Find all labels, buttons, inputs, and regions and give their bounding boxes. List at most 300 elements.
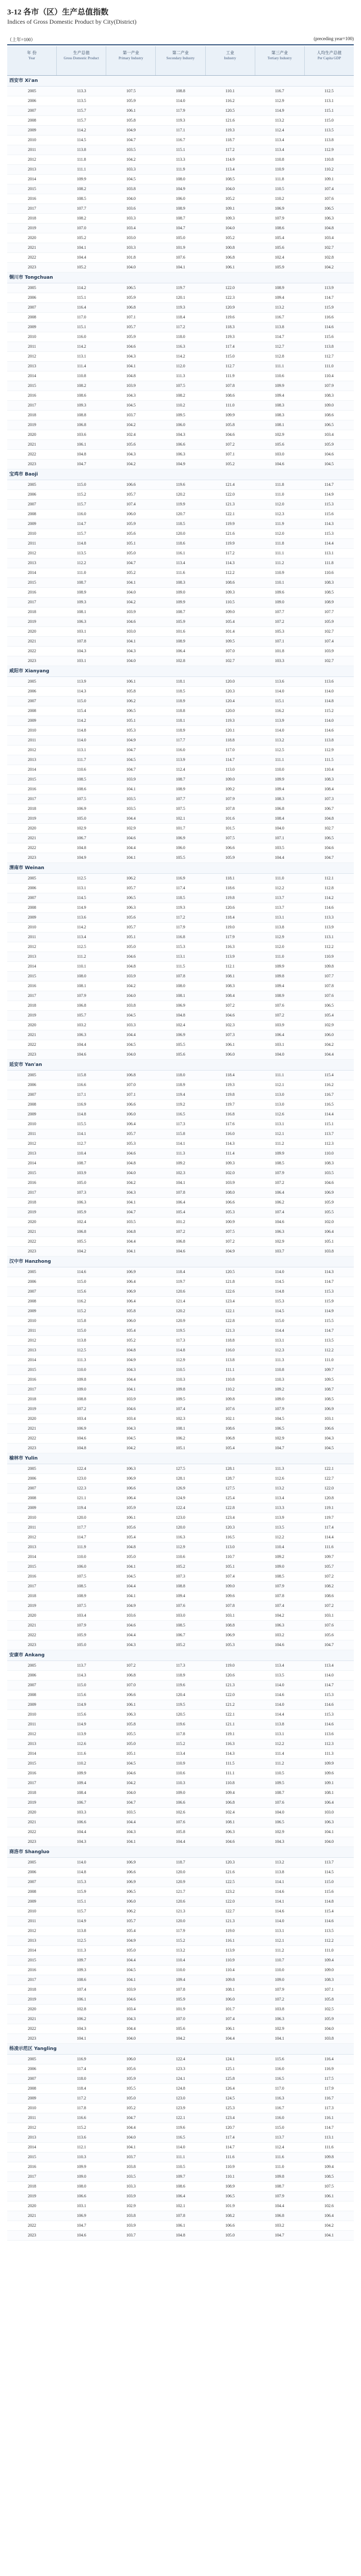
value-cell: 121.3 bbox=[176, 1909, 185, 1913]
value-cell: 105.7 bbox=[126, 1919, 136, 1923]
value-cell: 101.8 bbox=[275, 649, 284, 653]
table-row bbox=[7, 1572, 354, 1582]
value-cell: 103.5 bbox=[275, 845, 284, 850]
value-cell: 118.6 bbox=[225, 886, 235, 890]
value-cell: 104.1 bbox=[126, 1977, 136, 1982]
value-cell: 127.5 bbox=[225, 1486, 235, 1490]
value-cell: 104.6 bbox=[126, 344, 136, 349]
value-cell: 112.9 bbox=[324, 147, 334, 152]
value-cell: 102.1 bbox=[225, 1416, 235, 1421]
year-cell: 2023 bbox=[28, 1052, 36, 1057]
value-cell: 113.9 bbox=[176, 757, 185, 762]
value-cell: 115.7 bbox=[77, 1909, 86, 1913]
value-cell: 114.7 bbox=[324, 482, 334, 487]
value-cell: 111.2 bbox=[275, 1948, 284, 1953]
table-row bbox=[7, 1424, 354, 1434]
value-cell: 104.5 bbox=[126, 177, 136, 181]
table-row bbox=[7, 1011, 354, 1021]
value-cell: 122.4 bbox=[176, 1505, 185, 1510]
table-row bbox=[7, 450, 354, 460]
value-cell: 110.5 bbox=[176, 1367, 185, 1372]
value-cell: 114.1 bbox=[176, 1141, 185, 1146]
value-cell: 110.0 bbox=[176, 1968, 185, 1972]
value-cell: 103.8 bbox=[126, 2213, 136, 2218]
value-cell: 111.4 bbox=[275, 1751, 284, 1756]
value-cell: 114.0 bbox=[275, 1919, 284, 1923]
value-cell: 104.8 bbox=[126, 1161, 136, 1165]
value-cell: 106.5 bbox=[225, 2194, 235, 2198]
value-cell: 119.5 bbox=[176, 1328, 185, 1333]
value-cell: 108.5 bbox=[324, 1397, 334, 1401]
header-cn: 第一产业 bbox=[122, 50, 139, 55]
year-cell: 2014 bbox=[28, 2145, 36, 2149]
value-cell: 101.6 bbox=[176, 629, 185, 634]
value-cell: 108.9 bbox=[275, 285, 284, 290]
value-cell: 106.0 bbox=[126, 1899, 136, 1904]
year-cell: 2006 bbox=[28, 1673, 36, 1677]
value-cell: 122.8 bbox=[225, 1505, 235, 1510]
value-cell: 107.4 bbox=[275, 1603, 284, 1608]
value-cell: 103.0 bbox=[126, 235, 136, 240]
year-cell: 2005 bbox=[28, 2057, 36, 2061]
table-row bbox=[7, 1316, 354, 1326]
value-cell: 112.7 bbox=[77, 1141, 86, 1146]
year-cell: 2021 bbox=[28, 836, 36, 840]
value-cell: 110.2 bbox=[324, 167, 334, 172]
value-cell: 104.3 bbox=[126, 1367, 136, 1372]
value-cell: 115.7 bbox=[77, 118, 86, 123]
value-cell: 114.6 bbox=[324, 1722, 334, 1726]
table-row bbox=[7, 145, 354, 155]
value-cell: 120.2 bbox=[176, 1309, 185, 1313]
year-cell: 2010 bbox=[28, 1318, 36, 1323]
value-cell: 107.9 bbox=[275, 2194, 284, 2198]
value-cell: 112.5 bbox=[77, 944, 86, 949]
value-cell: 117.2 bbox=[77, 2096, 86, 2100]
value-cell: 106.4 bbox=[176, 1200, 185, 1205]
year-cell: 2015 bbox=[28, 1564, 36, 1569]
value-cell: 114.9 bbox=[77, 1702, 86, 1707]
value-cell: 113.1 bbox=[324, 551, 334, 555]
value-cell: 112.9 bbox=[176, 1358, 185, 1362]
value-cell: 114.7 bbox=[275, 334, 284, 339]
value-cell: 108.1 bbox=[324, 1790, 334, 1795]
table-row bbox=[7, 1208, 354, 1217]
value-cell: 111.3 bbox=[176, 374, 185, 378]
value-cell: 105.9 bbox=[324, 442, 334, 447]
section bbox=[7, 1650, 354, 1847]
year-cell: 2013 bbox=[28, 2135, 36, 2140]
value-cell: 111.0 bbox=[275, 2164, 284, 2169]
value-cell: 110.9 bbox=[275, 570, 284, 575]
value-cell: 107.9 bbox=[275, 1987, 284, 1992]
value-cell: 105.7 bbox=[126, 886, 136, 890]
value-cell: 101.9 bbox=[225, 2204, 235, 2208]
year-cell: 2010 bbox=[28, 2106, 36, 2110]
value-cell: 116.4 bbox=[324, 2057, 334, 2061]
year-cell: 2010 bbox=[28, 1122, 36, 1126]
value-cell: 118.6 bbox=[176, 541, 185, 546]
value-cell: 119.3 bbox=[176, 905, 185, 910]
value-cell: 106.5 bbox=[126, 1889, 136, 1894]
value-cell: 120.6 bbox=[225, 1673, 235, 1677]
value-cell: 109.3 bbox=[77, 1968, 86, 1972]
value-cell: 127.5 bbox=[176, 1466, 185, 1471]
value-cell: 113.8 bbox=[225, 1358, 235, 1362]
value-cell: 102.0 bbox=[324, 1219, 334, 1224]
value-cell: 109.5 bbox=[275, 1781, 284, 1785]
value-cell: 110.8 bbox=[77, 374, 86, 378]
value-cell: 104.4 bbox=[225, 2036, 235, 2041]
table-row bbox=[7, 2201, 354, 2211]
value-cell: 113.1 bbox=[176, 954, 185, 959]
table-row bbox=[7, 1907, 354, 1917]
value-cell: 115.6 bbox=[324, 1889, 334, 1894]
value-cell: 114.7 bbox=[324, 1279, 334, 1284]
value-cell: 115.0 bbox=[77, 482, 86, 487]
year-cell: 2009 bbox=[28, 718, 36, 723]
year-cell: 2020 bbox=[28, 235, 36, 240]
year-cell: 2016 bbox=[28, 2164, 36, 2169]
value-cell: 108.7 bbox=[275, 2184, 284, 2189]
table-row bbox=[7, 1631, 354, 1640]
value-cell: 116.1 bbox=[324, 2115, 334, 2120]
value-cell: 104.6 bbox=[126, 619, 136, 624]
value-cell: 120.8 bbox=[324, 1496, 334, 1500]
table-row bbox=[7, 1139, 354, 1149]
value-cell: 121.7 bbox=[176, 1889, 185, 1894]
value-cell: 103.7 bbox=[275, 1249, 284, 1253]
value-cell: 103.1 bbox=[77, 658, 86, 663]
value-cell: 107.4 bbox=[275, 1210, 284, 1214]
value-cell: 112.4 bbox=[176, 767, 185, 772]
table-row bbox=[7, 1798, 354, 1808]
unit-row bbox=[7, 36, 354, 43]
value-cell: 102.0 bbox=[225, 1171, 235, 1175]
value-cell: 117.8 bbox=[77, 2106, 86, 2110]
value-cell: 111.1 bbox=[225, 1367, 235, 1372]
value-cell: 106.5 bbox=[275, 1820, 284, 1824]
value-cell: 106.2 bbox=[126, 1909, 136, 1913]
value-cell: 114.8 bbox=[324, 1899, 334, 1904]
value-cell: 106.9 bbox=[225, 1633, 235, 1637]
year-cell: 2019 bbox=[28, 1210, 36, 1214]
value-cell: 106.8 bbox=[225, 1436, 235, 1440]
year-cell: 2021 bbox=[28, 245, 36, 250]
value-cell: 113.4 bbox=[275, 138, 284, 142]
value-cell: 106.9 bbox=[77, 806, 86, 811]
value-cell: 113.4 bbox=[176, 1751, 185, 1756]
value-cell: 113.0 bbox=[225, 767, 235, 772]
header-cell-3 bbox=[156, 46, 205, 75]
value-cell: 112.9 bbox=[176, 1545, 185, 1549]
value-cell: 114.2 bbox=[77, 718, 86, 723]
value-cell: 105.1 bbox=[324, 1239, 334, 1244]
value-cell: 115.4 bbox=[324, 1073, 334, 1077]
value-cell: 104.7 bbox=[126, 561, 136, 565]
year-cell: 2018 bbox=[28, 1987, 36, 1992]
value-cell: 103.8 bbox=[324, 1249, 334, 1253]
value-cell: 108.2 bbox=[77, 383, 86, 388]
value-cell: 112.0 bbox=[176, 364, 185, 368]
table-row bbox=[7, 96, 354, 106]
table-row bbox=[7, 1040, 354, 1050]
value-cell: 104.4 bbox=[126, 1584, 136, 1588]
header-cell-2 bbox=[106, 46, 156, 75]
value-cell: 105.4 bbox=[275, 235, 284, 240]
table-row bbox=[7, 2094, 354, 2104]
value-cell: 104.6 bbox=[324, 452, 334, 456]
value-cell: 106.1 bbox=[225, 1042, 235, 1047]
value-cell: 114.2 bbox=[324, 895, 334, 900]
value-cell: 119.6 bbox=[176, 2125, 185, 2130]
value-cell: 109.6 bbox=[225, 1594, 235, 1598]
value-cell: 103.5 bbox=[126, 147, 136, 152]
value-cell: 107.2 bbox=[324, 1603, 334, 1608]
value-cell: 111.1 bbox=[176, 2155, 185, 2159]
value-cell: 111.5 bbox=[324, 757, 334, 762]
table-row bbox=[7, 1720, 354, 1730]
value-cell: 118.9 bbox=[176, 1673, 185, 1677]
value-cell: 107.9 bbox=[275, 1171, 284, 1175]
value-cell: 109.2 bbox=[275, 1554, 284, 1559]
value-cell: 106.2 bbox=[77, 2016, 86, 2021]
table-row bbox=[7, 135, 354, 145]
value-cell: 107.2 bbox=[275, 1180, 284, 1185]
value-cell: 108.8 bbox=[176, 89, 185, 93]
value-cell: 104.0 bbox=[126, 265, 136, 269]
year-cell: 2006 bbox=[28, 295, 36, 300]
value-cell: 104.4 bbox=[126, 1239, 136, 1244]
year-cell: 2017 bbox=[28, 1781, 36, 1785]
value-cell: 103.3 bbox=[77, 1810, 86, 1815]
value-cell: 107.8 bbox=[176, 1987, 185, 1992]
value-cell: 116.1 bbox=[225, 1938, 235, 1943]
value-cell: 120.9 bbox=[176, 1318, 185, 1323]
value-cell: 109.4 bbox=[77, 1781, 86, 1785]
value-cell: 112.1 bbox=[275, 1938, 284, 1943]
value-cell: 109.4 bbox=[275, 984, 284, 988]
table-row bbox=[7, 2153, 354, 2162]
value-cell: 105.9 bbox=[176, 1997, 185, 2002]
value-cell: 104.3 bbox=[126, 393, 136, 398]
value-cell: 104.0 bbox=[126, 2036, 136, 2041]
value-cell: 114.0 bbox=[324, 718, 334, 723]
value-cell: 112.6 bbox=[275, 1476, 284, 1481]
value-cell: 114.4 bbox=[324, 1112, 334, 1116]
value-cell: 114.5 bbox=[275, 1279, 284, 1284]
year-cell: 2008 bbox=[28, 1692, 36, 1697]
year-cell: 2017 bbox=[28, 206, 36, 211]
value-cell: 107.8 bbox=[176, 974, 185, 978]
value-cell: 104.3 bbox=[176, 432, 185, 437]
value-cell: 116.7 bbox=[176, 138, 185, 142]
value-cell: 106.1 bbox=[126, 679, 136, 684]
table-row bbox=[7, 2231, 354, 2241]
value-cell: 113.2 bbox=[275, 738, 284, 742]
value-cell: 106.8 bbox=[225, 255, 235, 260]
value-cell: 114.8 bbox=[77, 541, 86, 546]
value-cell: 106.1 bbox=[126, 108, 136, 113]
value-cell: 110.7 bbox=[225, 1554, 235, 1559]
year-cell: 2018 bbox=[28, 1594, 36, 1598]
value-cell: 109.4 bbox=[176, 1977, 185, 1982]
value-cell: 104.5 bbox=[275, 1416, 284, 1421]
value-cell: 109.8 bbox=[225, 1397, 235, 1401]
value-cell: 116.2 bbox=[77, 1299, 86, 1303]
header-cn: 第二产业 bbox=[172, 50, 189, 55]
year-cell: 2016 bbox=[28, 1771, 36, 1775]
value-cell: 105.0 bbox=[225, 2233, 235, 2238]
value-cell: 104.2 bbox=[324, 2223, 334, 2228]
value-cell: 108.9 bbox=[77, 1594, 86, 1598]
value-cell: 109.5 bbox=[176, 413, 185, 417]
value-cell: 104.5 bbox=[126, 1574, 136, 1579]
value-cell: 108.9 bbox=[225, 2184, 235, 2189]
value-cell: 106.9 bbox=[176, 1003, 185, 1008]
value-cell: 105.8 bbox=[126, 689, 136, 693]
value-cell: 104.1 bbox=[126, 1200, 136, 1205]
year-cell: 2017 bbox=[28, 993, 36, 998]
value-cell: 111.3 bbox=[77, 1948, 86, 1953]
year-cell: 2020 bbox=[28, 1023, 36, 1027]
value-cell: 103.9 bbox=[275, 1023, 284, 1027]
value-cell: 117.4 bbox=[225, 344, 235, 349]
value-cell: 121.6 bbox=[225, 531, 235, 536]
value-cell: 105.1 bbox=[225, 1564, 235, 1569]
table-row bbox=[7, 1336, 354, 1346]
table-row bbox=[7, 1877, 354, 1887]
year-cell: 2014 bbox=[28, 1948, 36, 1953]
value-cell: 105.8 bbox=[126, 1309, 136, 1313]
table-row bbox=[7, 313, 354, 323]
value-cell: 104.0 bbox=[126, 2135, 136, 2140]
value-cell: 104.6 bbox=[324, 1180, 334, 1185]
value-cell: 119.4 bbox=[77, 1505, 86, 1510]
year-cell: 2011 bbox=[28, 738, 36, 742]
header-en: Per Capita GDP bbox=[317, 56, 341, 60]
table-row bbox=[7, 1159, 354, 1168]
value-cell: 118.9 bbox=[176, 699, 185, 703]
value-cell: 104.1 bbox=[275, 2036, 284, 2041]
table-row bbox=[7, 381, 354, 391]
value-cell: 111.5 bbox=[225, 1761, 235, 1766]
value-cell: 104.5 bbox=[126, 1761, 136, 1766]
value-cell: 117.9 bbox=[176, 1928, 185, 1933]
value-cell: 106.1 bbox=[126, 1515, 136, 1520]
value-cell: 103.1 bbox=[225, 1613, 235, 1618]
value-cell: 106.7 bbox=[77, 1800, 86, 1805]
value-cell: 111.0 bbox=[275, 492, 284, 497]
value-cell: 114.7 bbox=[225, 2145, 235, 2149]
header-en: Secondary Industry bbox=[166, 56, 195, 60]
value-cell: 104.3 bbox=[275, 1839, 284, 1844]
value-cell: 104.6 bbox=[225, 432, 235, 437]
value-cell: 106.6 bbox=[324, 1426, 334, 1431]
value-cell: 114.5 bbox=[324, 1870, 334, 1874]
value-cell: 120.7 bbox=[176, 512, 185, 516]
value-cell: 122.8 bbox=[225, 1318, 235, 1323]
value-cell: 113.1 bbox=[324, 98, 334, 103]
value-cell: 108.3 bbox=[275, 403, 284, 408]
value-cell: 115.6 bbox=[324, 512, 334, 516]
value-cell: 110.9 bbox=[275, 167, 284, 172]
value-cell: 104.0 bbox=[126, 1790, 136, 1795]
value-cell: 105.4 bbox=[126, 1928, 136, 1933]
year-cell: 2020 bbox=[28, 826, 36, 831]
value-cell: 119.3 bbox=[225, 334, 235, 339]
table-row bbox=[7, 263, 354, 273]
value-cell: 113.8 bbox=[275, 1870, 284, 1874]
value-cell: 105.9 bbox=[176, 619, 185, 624]
value-cell: 102.6 bbox=[176, 1810, 185, 1815]
year-cell: 2013 bbox=[28, 1348, 36, 1352]
value-cell: 102.9 bbox=[324, 1023, 334, 1027]
value-cell: 103.3 bbox=[126, 167, 136, 172]
value-cell: 101.7 bbox=[225, 2007, 235, 2011]
value-cell: 115.0 bbox=[77, 699, 86, 703]
value-cell: 123.0 bbox=[77, 1476, 86, 1481]
value-cell: 104.0 bbox=[324, 2026, 334, 2031]
value-cell: 122.4 bbox=[77, 1466, 86, 1471]
value-cell: 103.9 bbox=[126, 383, 136, 388]
value-cell: 107.3 bbox=[225, 1032, 235, 1037]
unit-right: (preceding year=100) bbox=[314, 36, 354, 41]
year-cell: 2019 bbox=[28, 1013, 36, 1018]
table-row bbox=[7, 1346, 354, 1355]
value-cell: 107.0 bbox=[126, 1683, 136, 1687]
value-cell: 109.3 bbox=[225, 1161, 235, 1165]
table-row bbox=[7, 972, 354, 981]
value-cell: 102.4 bbox=[176, 1023, 185, 1027]
year-cell: 2013 bbox=[28, 561, 36, 565]
value-cell: 103.0 bbox=[176, 1613, 185, 1618]
value-cell: 102.6 bbox=[324, 2204, 334, 2208]
value-cell: 106.3 bbox=[225, 1829, 235, 1834]
value-cell: 107.0 bbox=[176, 2016, 185, 2021]
table-row bbox=[7, 952, 354, 962]
value-cell: 108.1 bbox=[176, 993, 185, 998]
value-cell: 110.5 bbox=[176, 2164, 185, 2169]
value-cell: 113.4 bbox=[275, 147, 284, 152]
value-cell: 125.1 bbox=[225, 2066, 235, 2071]
value-cell: 113.4 bbox=[176, 561, 185, 565]
value-cell: 105.9 bbox=[126, 1505, 136, 1510]
value-cell: 124.1 bbox=[225, 2057, 235, 2061]
table-row bbox=[7, 706, 354, 716]
table-row bbox=[7, 785, 354, 794]
value-cell: 108.0 bbox=[225, 1190, 235, 1195]
page-title: 3-12 各市（区）生产总值指数 bbox=[7, 8, 109, 16]
year-cell: 2016 bbox=[28, 1968, 36, 1972]
value-cell: 111.9 bbox=[225, 374, 235, 378]
year-cell: 2021 bbox=[28, 1032, 36, 1037]
value-cell: 106.0 bbox=[126, 1318, 136, 1323]
value-cell: 119.6 bbox=[225, 315, 235, 319]
year-cell: 2009 bbox=[28, 1702, 36, 1707]
value-cell: 113.9 bbox=[324, 285, 334, 290]
section-title: 杨凌示范区 Yangling bbox=[7, 2044, 354, 2055]
year-cell: 2009 bbox=[28, 1899, 36, 1904]
header-cn: 工业 bbox=[226, 50, 235, 55]
value-cell: 109.8 bbox=[176, 1387, 185, 1392]
value-cell: 115.4 bbox=[77, 708, 86, 713]
value-cell: 117.3 bbox=[176, 1663, 185, 1668]
value-cell: 109.0 bbox=[275, 1564, 284, 1569]
value-cell: 107.2 bbox=[275, 1013, 284, 1018]
year-cell: 2006 bbox=[28, 492, 36, 497]
value-cell: 110.3 bbox=[275, 1377, 284, 1382]
